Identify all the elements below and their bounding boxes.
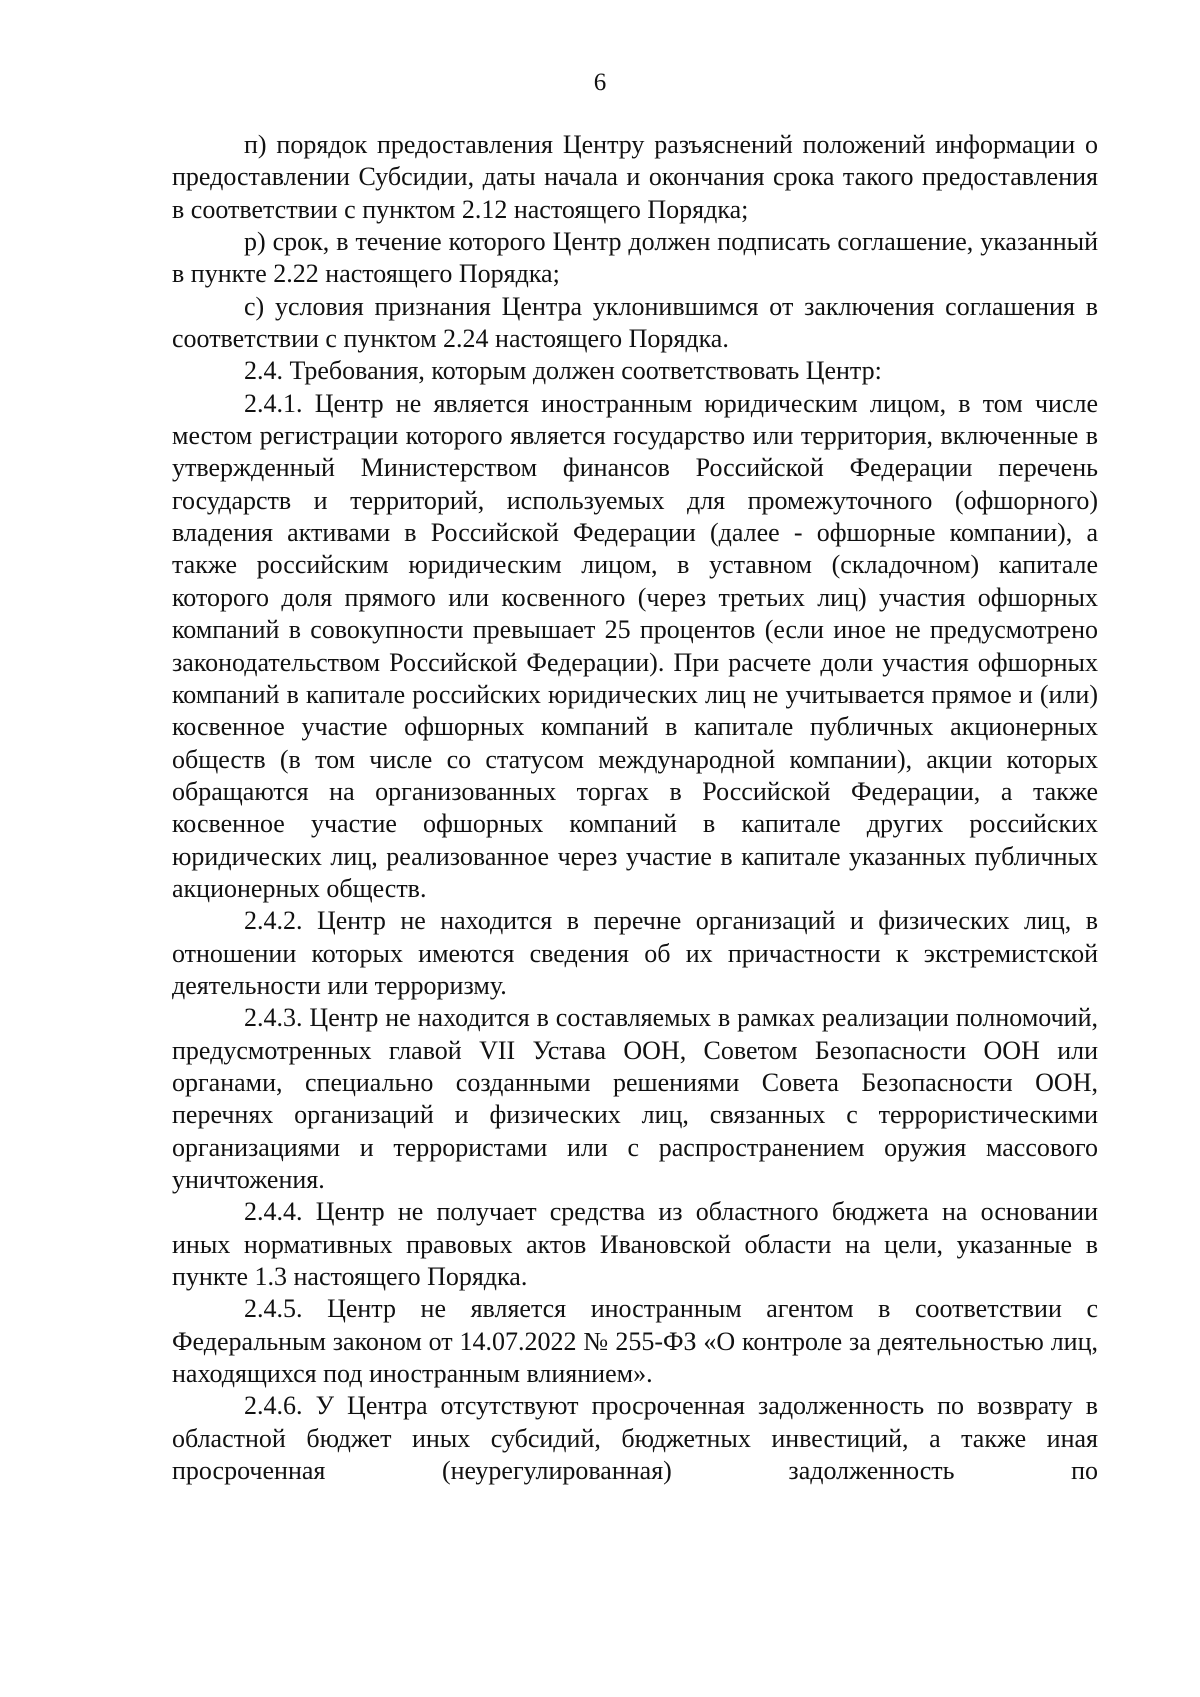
paragraph-2-4-5: 2.4.5. Центр не является иностранным агентом в соответствии с Федеральным законом от 14.07.2022 № 255-ФЗ «О контроле за деятельностью лиц, находящихся под иностранным влиянием».	[172, 1294, 1098, 1389]
section-heading-2-4: 2.4. Требования, которым должен соответствовать Центр:	[244, 356, 882, 386]
paragraph-p: п) порядок предоставления Центру разъяснений положений информации о предоставлении Субсидии, даты начала и окончания срока такого предоставления в соответствии с пунктом 2.12 настоящего Порядка;	[172, 130, 1098, 224]
paragraph-2-4-4: 2.4.4. Центр не получает средства из областного бюджета на основании иных нормативных правовых актов Ивановской области на цели, указанные в пункте 1.3 настоящего Порядка.	[172, 1197, 1098, 1292]
paragraph-2-4-3: 2.4.3. Центр не находится в составляемых в рамках реализации полномочий, предусмотренных главой VII Устава ООН, Советом Безопасности ООН или органами, специально созданными решениями Совета Безопасности ООН, перечнях организаций и физических лиц, связанных с террористическими организациями и террористами или с распространением оружия массового уничтожения.	[172, 1003, 1098, 1194]
paragraph-s: с) условия признания Центра уклонившимся от заключения соглашения в соответствии с пунктом 2.24 настоящего Порядка.	[172, 291, 1098, 354]
page-number: 6	[593, 69, 607, 96]
document-body	[172, 129, 1098, 1487]
paragraph-r: р) срок, в течение которого Центр должен подписать соглашение, указанный в пункте 2.22 настоящего Порядка;	[172, 227, 1098, 289]
paragraph-2-4-2: 2.4.2. Центр не находится в перечне организаций и физических лиц, в отношении которых имеются сведения об их причастности к экстремистской деятельности или терроризму.	[172, 906, 1098, 1000]
paragraph-2-4-6: 2.4.6. У Центра отсутствуют просроченная задолженность по возврату в областной бюджет иных субсидий, бюджетных инвестиций, а также иная просроченная (неурегулированная) задолженность по	[172, 1391, 1098, 1486]
paragraph-2-4-1: 2.4.1. Центр не является иностранным юридическим лицом, в том числе местом регистрации которого является государство или территория, включенные в утвержденный Министерством финансов Российской Федерации перечень государств и территорий, используемых для промежуточного (офшорного) владения активами в Российской Федерации (далее - офшорные компании), а также российским юридическим лицом, в уставном (складочном) капитале которого доля прямого или косвенного (через третьих лиц) участия офшорных компаний в совокупности превышает 25 процентов (если иное не предусмотрено законодательством Российской Федерации). При расчете доли участия офшорных компаний в капитале российских юридических лиц не учитывается прямое и (или) косвенное участие офшорных компаний в капитале публичных акционерных обществ (в том числе со статусом международной компании), акции которых обращаются на организованных торгах в Российской Федерации, а также косвенное участие офшорных компаний в капитале других российских юридических лиц, реализованное через участие в капитале указанных публичных акционерных обществ.	[172, 388, 1098, 903]
